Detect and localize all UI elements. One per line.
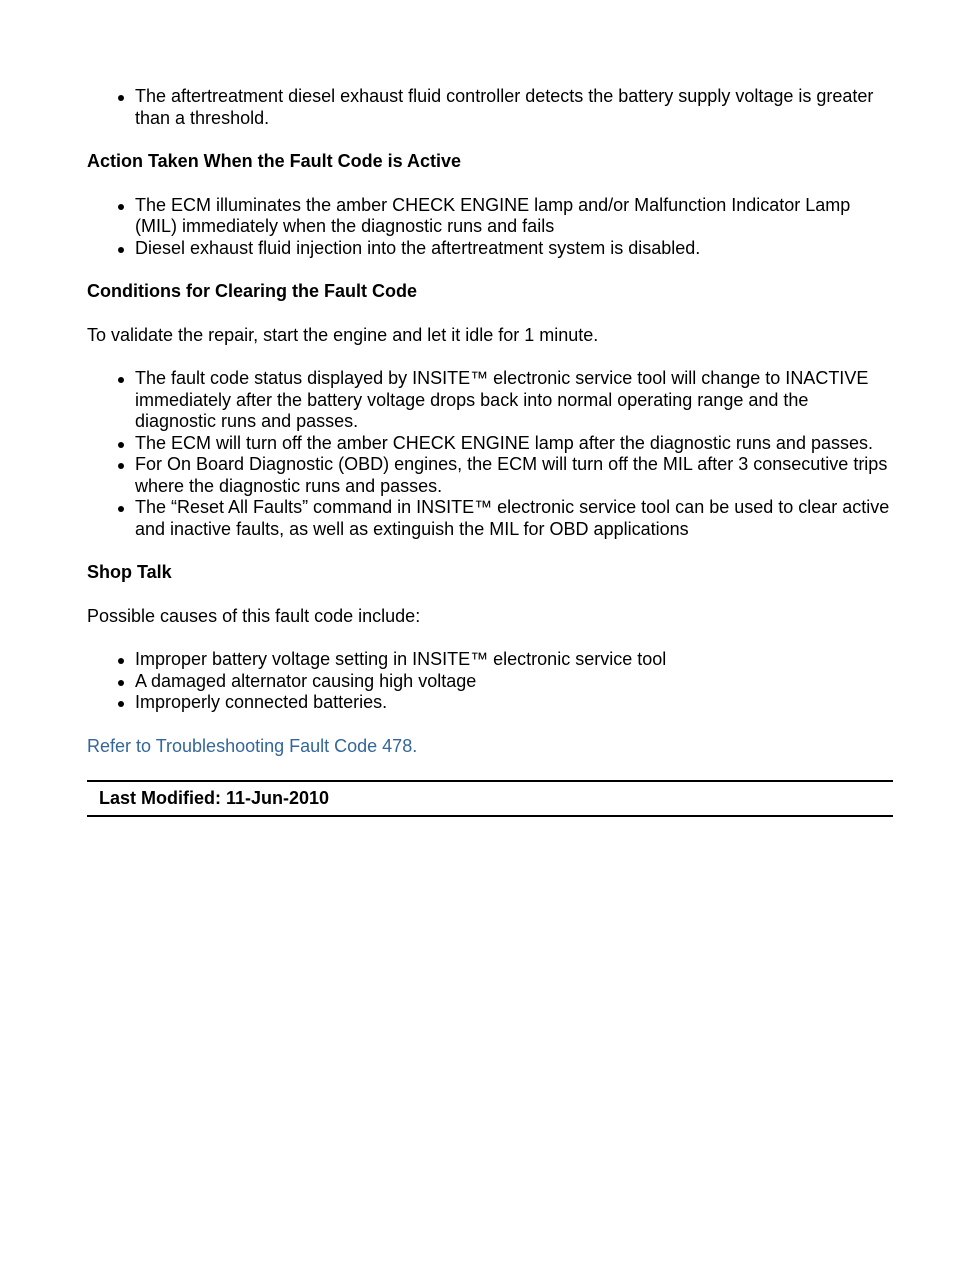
list-item: The fault code status displayed by INSITE™ electronic service tool will change to INACTIVE immediately after the battery voltage drops back into normal operating range and the diagnostic runs and passes. [135, 368, 893, 433]
list-item: The ECM will turn off the amber CHECK ENGINE lamp after the diagnostic runs and passes. [135, 433, 893, 455]
list-item: The ECM illuminates the amber CHECK ENGINE lamp and/or Malfunction Indicator Lamp (MIL) immediately when the diagnostic runs and fails [135, 195, 893, 238]
list-item: A damaged alternator causing high voltage [135, 671, 893, 693]
troubleshooting-link[interactable]: Refer to Troubleshooting Fault Code 478. [87, 735, 418, 756]
shop-talk-heading: Shop Talk [87, 562, 172, 582]
shop-talk-intro: Possible causes of this fault code include: [87, 605, 421, 626]
clearing-intro: To validate the repair, start the engine and let it idle for 1 minute. [87, 324, 599, 345]
list-item: Diesel exhaust fluid injection into the aftertreatment system is disabled. [135, 238, 893, 260]
list-item: Improperly connected batteries. [135, 692, 893, 714]
clearing-heading: Conditions for Clearing the Fault Code [87, 281, 417, 301]
causes-list [87, 649, 893, 714]
list-item: The “Reset All Faults” command in INSITE™ electronic service tool can be used to clear active and inactive faults, as well as extinguish the MIL for OBD applications [135, 497, 893, 540]
intro-list [87, 86, 893, 129]
action-list [87, 195, 893, 260]
list-item: For On Board Diagnostic (OBD) engines, the ECM will turn off the MIL after 3 consecutive trips where the diagnostic runs and passes. [135, 454, 893, 497]
footer-bar [87, 780, 893, 817]
list-item: The aftertreatment diesel exhaust fluid controller detects the battery supply voltage is greater than a threshold. [135, 86, 893, 129]
document-content [87, 86, 893, 817]
last-modified-label: Last Modified: 11-Jun-2010 [99, 788, 330, 808]
list-item: Improper battery voltage setting in INSITE™ electronic service tool [135, 649, 893, 671]
action-heading: Action Taken When the Fault Code is Active [87, 151, 462, 171]
clearing-list [87, 368, 893, 540]
